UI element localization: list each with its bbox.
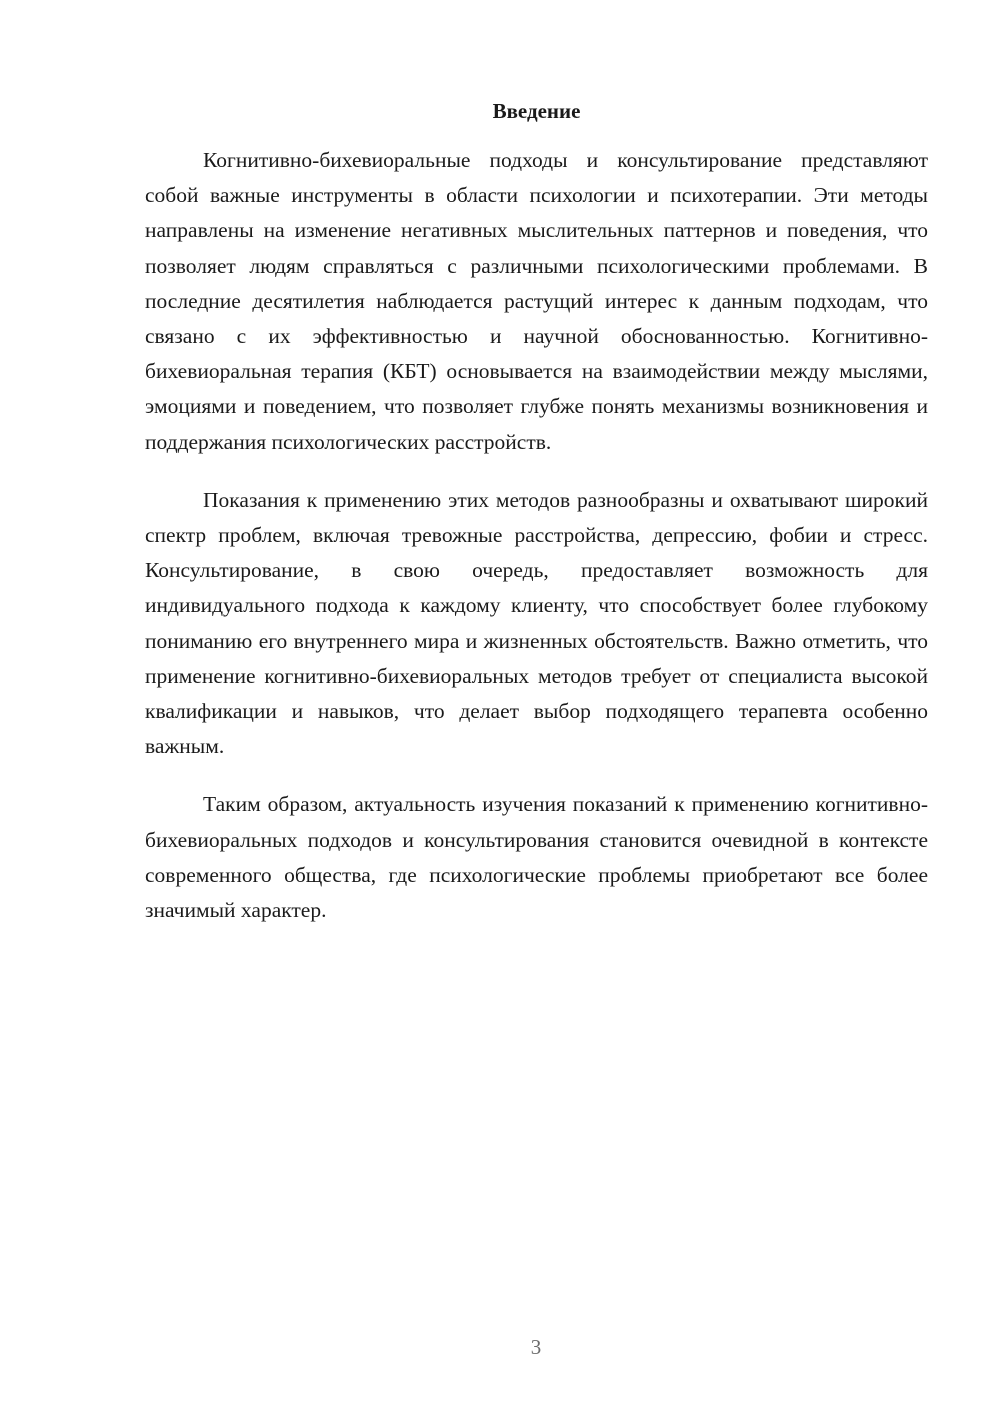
paragraph-indications: Показания к применению этих методов разнообразны и охватывают широкий спектр проблем, включая тревожные расстройства, депрессию, фобии и стресс. Консультирование, в свою очередь, предоставляет возможность для индивидуального подхода к каждому клиенту, что способствует более глубокому пониманию его внутреннего мира и жизненных обстоятельств. Важно отметить, что применение когнитивно-бихевиоральных методов требует от специалиста высокой квалификации и навыков, что делает выбор подходящего терапевта особенно важным.: [145, 487, 928, 759]
page-number: 3: [530, 1335, 542, 1359]
paragraph-intro: Когнитивно-бихевиоральные подходы и консультирование представляют собой важные инструменты в области психологии и психотерапии. Эти методы направлены на изменение негативных мыслительных паттернов и поведения, что позволяет людям справляться с различными психологическими проблемами. В последние десятилетия наблюдается растущий интерес к данным подходам, что связано с их эффективностью и научной обоснованностью. Когнитивно-бихевиоральная терапия (КБТ) основывается на взаимодействии между мыслями, эмоциями и поведением, что позволяет глубже понять механизмы возникновения и поддержания психологических расстройств.: [145, 148, 928, 454]
paragraph-conclusion: Таким образом, актуальность изучения показаний к применению когнитивно-бихевиоральных подходов и консультирования становится очевидной в контексте современного общества, где психологические проблемы приобретают все более значимый характер.: [145, 792, 928, 923]
section-heading: Введение: [492, 99, 581, 123]
body-text: [145, 143, 928, 951]
